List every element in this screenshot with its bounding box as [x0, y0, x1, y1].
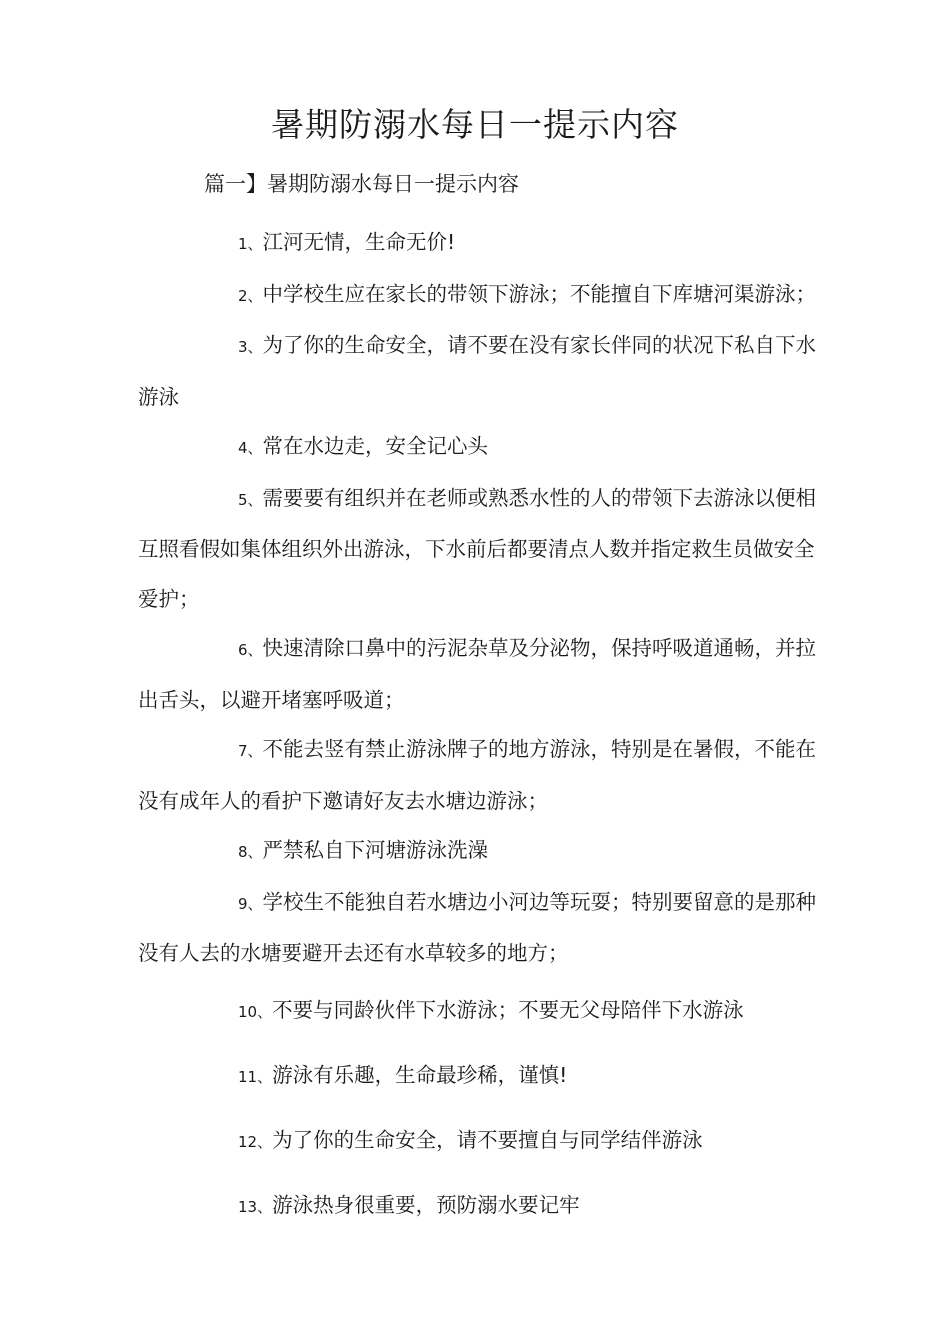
tip-number: 4、: [238, 439, 263, 457]
tip-item-2: [138, 270, 818, 322]
tip-number: 3、: [238, 338, 263, 356]
tip-text: 游泳热身很重要，预防溺水要记牢: [272, 1192, 580, 1217]
tips-list: [138, 218, 818, 1239]
tip-number: 10、: [238, 1002, 273, 1021]
tip-item-6: [138, 624, 818, 725]
tip-text: 常在水边走，安全记心头: [262, 434, 489, 458]
tip-item-9: [138, 878, 818, 979]
tip-number: 6、: [238, 641, 263, 659]
tip-text: 学校生不能独自若水塘边小河边等玩耍；特别要留意的是那种没有人去的水塘要避开去还有水草较多的地方；: [138, 889, 817, 965]
tip-item-7: [138, 725, 818, 826]
tip-number: 11、: [238, 1067, 273, 1086]
tip-item-11: [138, 1044, 818, 1109]
tip-text: 中学校生应在家长的带领下游泳；不能擅自下库塘河渠游泳；: [262, 281, 817, 306]
tip-item-12: [138, 1109, 818, 1174]
tip-text: 为了你的生命安全，请不要在没有家长伴同的状况下私自下水游泳: [138, 333, 817, 409]
tip-item-4: [138, 422, 818, 474]
tip-number: 1、: [238, 235, 263, 253]
tip-number: 2、: [238, 286, 263, 305]
tip-number: 9、: [238, 894, 263, 913]
section-heading: 篇一】暑期防溺水每日一提示内容: [204, 172, 519, 196]
tip-text: 需要要有组织并在老师或熟悉水性的人的带领下去游泳以便相互照看假如集体组织外出游泳，下水前后都要清点人数并指定救生员做安全爱护；: [138, 485, 817, 611]
document-title: 暑期防溺水每日一提示内容: [271, 105, 679, 144]
tip-number: 12、: [238, 1132, 273, 1151]
tip-text: 不要与同龄伙伴下水游泳；不要无父母陪伴下水游泳: [272, 997, 744, 1022]
tip-text: 不能去竖有禁止游泳牌子的地方游泳，特别是在暑假，不能在没有成年人的看护下邀请好友去水塘边游泳；: [138, 737, 817, 813]
tip-item-3: [138, 321, 818, 422]
tip-number: 5、: [238, 490, 263, 509]
tip-number: 13、: [238, 1197, 273, 1216]
tip-number: 7、: [238, 742, 263, 760]
tip-text: 游泳有乐趣，生命最珍稀，谨慎!: [272, 1062, 568, 1087]
tip-item-10: [138, 979, 818, 1044]
tip-item-8: [138, 826, 818, 878]
tip-text: 快速清除口鼻中的污泥杂草及分泌物，保持呼吸道通畅，并拉出舌头，以避开堵塞呼吸道；: [138, 636, 817, 712]
tip-text: 严禁私自下河塘游泳洗澡: [262, 838, 489, 862]
tip-text: 江河无情，生命无价!: [262, 230, 456, 254]
tip-text: 为了你的生命安全，请不要擅自与同学结伴游泳: [272, 1127, 703, 1152]
tip-item-1: [138, 218, 818, 270]
tip-item-13: [138, 1174, 818, 1239]
tip-number: 8、: [238, 843, 263, 861]
tip-item-5: [138, 474, 818, 625]
